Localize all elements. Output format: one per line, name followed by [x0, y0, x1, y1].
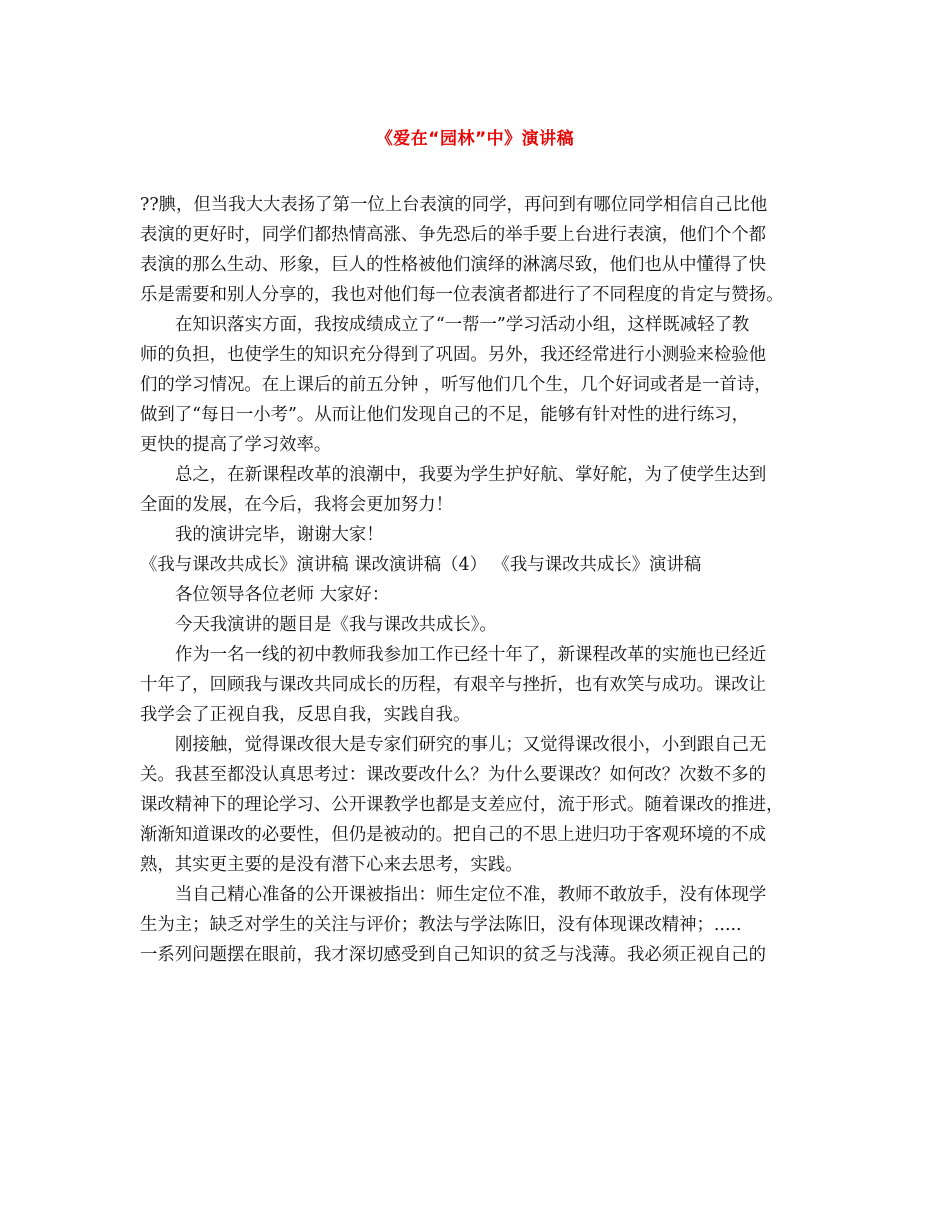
- text-line: 十年了，回顾我与课改共同成长的历程，有艰辛与挫折，也有欢笑与成功。课改让: [140, 675, 767, 695]
- text-line: 表演的更好时，同学们都热情高涨、争先恐后的举手要上台进行表演，他们个个都: [140, 225, 767, 245]
- text-line: 我的演讲完毕，谢谢大家！: [175, 525, 384, 545]
- text-line: 师的负担，也使学生的知识充分得到了巩固。另外，我还经常进行小测验来检验他: [140, 345, 767, 365]
- text-line: 更快的提高了学习效率。: [140, 435, 332, 455]
- text-line: 总之，在新课程改革的浪潮中，我要为学生护好航、掌好舵，为了使学生达到: [175, 465, 767, 485]
- text-line: 作为一名一线的初中教师我参加工作已经十年了，新课程改革的实施也已经近: [175, 645, 767, 665]
- text-line: 在知识落实方面，我按成绩成立了“一帮一”学习活动小组，这样既减轻了教: [175, 315, 750, 335]
- document-body: [140, 190, 840, 970]
- text-line: 渐渐知道课改的必要性，但仍是被动的。把自己的不思上进归功于客观环境的不成: [140, 825, 767, 845]
- text-line: 们的学习情况。在上课后的前五分钟 ，听写他们几个生，几个好词或者是一首诗，: [140, 375, 772, 395]
- text-line: 熟，其实更主要的是没有潜下心来去思考，实践。: [140, 855, 523, 875]
- text-line: 全面的发展，在今后，我将会更加努力！: [140, 495, 454, 515]
- text-line: 生为主；缺乏对学生的关注与评价；教法与学法陈旧，没有体现课改精神；.....: [140, 915, 742, 935]
- text-line: 一系列问题摆在眼前，我才深切感受到自己知识的贫乏与浅薄。我必须正视自己的: [140, 945, 767, 965]
- text-line: 今天我演讲的题目是《我与课改共成长》。: [175, 615, 497, 635]
- text-line: 刚接触，觉得课改很大是专家们研究的事儿；又觉得课改很小，小到跟自己无: [175, 735, 767, 755]
- document-title: 《爱在“园林”中》演讲稿: [375, 129, 575, 149]
- text-line: 课改精神下的理论学习、公开课教学也都是支差应付，流于形式。随着课改的推进，: [140, 795, 784, 815]
- text-line: 当自己精心准备的公开课被指出：师生定位不准，教师不敢放手，没有体现学: [175, 885, 767, 905]
- text-line: 各位领导各位老师 大家好：: [175, 585, 390, 605]
- text-line: 做到了“每日一小考”。从而让他们发现自己的不足，能够有针对性的进行练习，: [140, 405, 750, 425]
- text-line: 《我与课改共成长》演讲稿 课改演讲稿（4） 《我与课改共成长》演讲稿: [140, 555, 702, 575]
- text-line: 我学会了正视自我，反思自我，实践自我。: [140, 705, 471, 725]
- text-line: 关。我甚至都没认真思考过：课改要改什么？为什么要课改？如何改？次数不多的: [140, 765, 767, 785]
- text-line: ??腆，但当我大大表扬了第一位上台表演的同学，再问到有哪位同学相信自己比他: [140, 195, 768, 215]
- text-line: 表演的那么生动、形象，巨人的性格被他们演绎的淋漓尽致，他们也从中懂得了快: [140, 255, 767, 275]
- text-line: 乐是需要和别人分享的，我也对他们每一位表演者都进行了不同程度的肯定与赞扬。: [140, 285, 784, 305]
